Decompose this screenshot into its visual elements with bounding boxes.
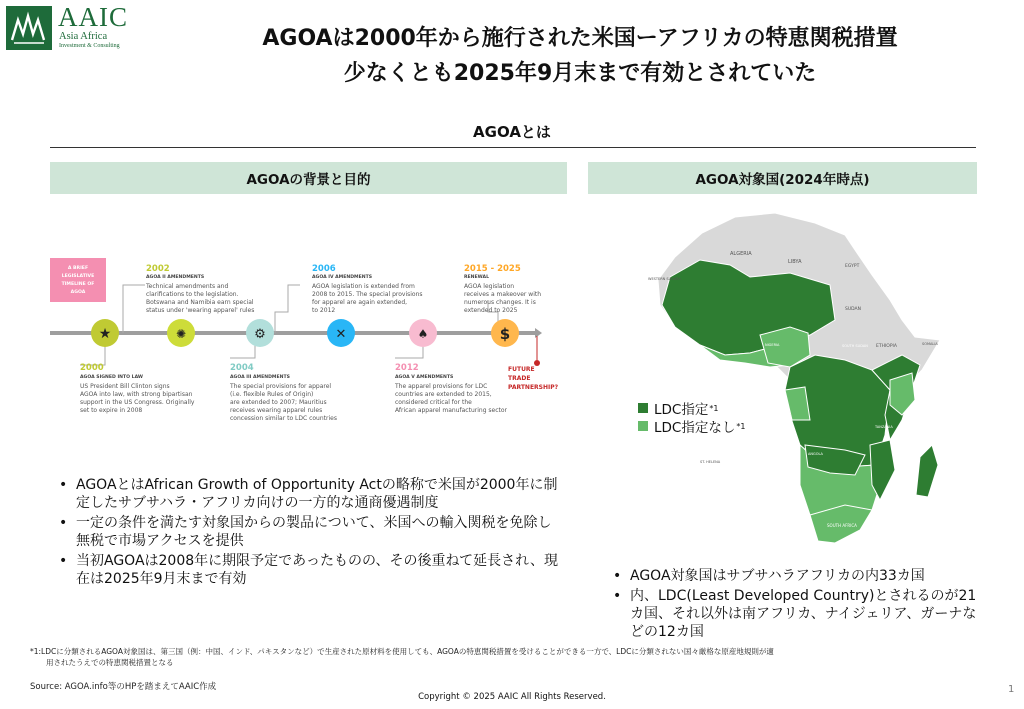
logo-name: AAIC: [58, 2, 128, 32]
source-note: Source: AGOA.info等のHPを踏まえてAAIC作成: [30, 682, 217, 692]
list-item: • 内、LDC(Least Developed Country)とされるのが21カ国、それ以外は南アフリカ、ナイジェリア、ガーナなどの12カ国: [610, 587, 990, 641]
svg-text:2006: 2006: [312, 264, 336, 274]
copyright: Copyright © 2025 AAIC All Rights Reserved.: [418, 692, 606, 702]
svg-text:SUDAN: SUDAN: [845, 307, 861, 312]
gabon-congo: [785, 387, 810, 420]
legend-footnote-mark: *1: [709, 403, 719, 413]
legend-swatch: [638, 403, 648, 413]
svg-text:AGOA V AMENDMENTS: AGOA V AMENDMENTS: [395, 375, 454, 380]
aaic-logo: [6, 2, 134, 50]
svg-text:2008 to 2015. The special prov: 2008 to 2015. The special provisions: [312, 291, 423, 298]
logo-tagline: Investment & Consulting: [59, 43, 120, 49]
svg-text:2000: 2000: [80, 363, 104, 373]
list-item: • 当初AGOAは2008年に期限予定であったものの、その後重ねて延長され、現在は2025年9月末まで有効: [56, 552, 561, 588]
legend-footnote-mark: *1: [736, 421, 746, 431]
svg-text:⚙: ⚙: [254, 327, 266, 342]
svg-text:AGOA IV AMENDMENTS: AGOA IV AMENDMENTS: [312, 275, 373, 280]
footnote-line1: *1:LDCに分類されるAGOA対象国は、第三国（例：中国、インド、パキスタンなど）で生産された原材料を使用しても、AGOAの特恵関税措置を受けることができる一方で、LDCに分類されない国々厳格な原産地規則が適: [30, 647, 774, 656]
svg-text:status under 'wearing apparel': status under 'wearing apparel' rules: [146, 307, 255, 314]
svg-text:AGOA III AMENDMENTS: AGOA III AMENDMENTS: [230, 375, 290, 380]
timeline-arrow: [535, 328, 542, 338]
svg-text:PARTNERSHIP?: PARTNERSHIP?: [508, 384, 559, 391]
svg-text:AGOA SIGNED INTO LAW: AGOA SIGNED INTO LAW: [80, 375, 143, 380]
svg-text:2015 - 2025: 2015 - 2025: [464, 264, 521, 274]
svg-text:support in the US Congress. Or: support in the US Congress. Originally: [80, 399, 195, 406]
legend-item-non-ldc: [638, 417, 745, 435]
svg-text:WESTERN SAHARA: WESTERN SAHARA: [648, 277, 681, 281]
svg-text:ST. HELENA: ST. HELENA: [700, 460, 721, 464]
svg-text:ETHIOPIA: ETHIOPIA: [876, 344, 897, 349]
svg-text:2002: 2002: [146, 264, 170, 274]
svg-text:Technical amendments and: Technical amendments and: [146, 283, 229, 290]
svg-text:✺: ✺: [175, 327, 187, 341]
agoa-timeline: [50, 250, 570, 435]
svg-text:concession similar to LDC coun: concession similar to LDC countries: [230, 415, 337, 422]
timeline-label-line: LEGISLATIVE: [61, 274, 95, 279]
svg-text:US President Bill Clinton sign: US President Bill Clinton signs: [80, 383, 170, 390]
svg-text:SOUTH AFRICA: SOUTH AFRICA: [827, 523, 857, 528]
svg-text:AGOA legislation is extended f: AGOA legislation is extended from: [312, 283, 415, 290]
event-2000: [80, 363, 195, 414]
svg-text:ALGERIA: ALGERIA: [730, 251, 752, 257]
svg-text:NIGERIA: NIGERIA: [765, 343, 780, 347]
svg-text:are extended to 2007; Mauritiu: are extended to 2007; Mauritius: [230, 399, 327, 406]
left-bullet-list: [56, 476, 561, 590]
svg-text:The apparel provisions for LDC: The apparel provisions for LDC: [395, 383, 488, 390]
svg-text:ANGOLA: ANGOLA: [808, 452, 823, 456]
svg-text:★: ★: [98, 326, 112, 342]
timeline-label-line: TIMELINE OF: [61, 282, 95, 287]
svg-text:♠: ♠: [417, 327, 429, 341]
future-dot: [534, 360, 540, 366]
svg-text:considered critical for the: considered critical for the: [395, 399, 472, 406]
svg-text:to 2012: to 2012: [312, 307, 336, 314]
right-panel-heading: AGOA対象国(2024年時点): [588, 162, 977, 194]
svg-text:clarifications to the legislat: clarifications to the legislation.: [146, 291, 239, 298]
timeline-label-line: A BRIEF: [67, 266, 89, 271]
event-2015-2025: [464, 264, 541, 314]
svg-text:African apparel manufacturing: African apparel manufacturing sector: [395, 407, 508, 414]
svg-text:(i.e. flexible Rules of Origin: (i.e. flexible Rules of Origin): [230, 391, 314, 398]
event-2012: [394, 363, 508, 414]
list-item: • AGOA対象国はサブサハラアフリカの内33カ国: [610, 567, 990, 585]
event-2006: [312, 264, 423, 314]
svg-text:✕: ✕: [335, 327, 347, 342]
svg-text:extended to 2025: extended to 2025: [464, 307, 518, 314]
svg-text:2004: 2004: [230, 363, 254, 373]
svg-text:countries are extended to 2015: countries are extended to 2015,: [395, 391, 492, 398]
svg-text:SOUTH SUDAN: SOUTH SUDAN: [842, 344, 868, 348]
svg-text:numerous changes. It is: numerous changes. It is: [464, 299, 536, 306]
svg-text:2012: 2012: [395, 363, 419, 373]
right-bullet-list: [610, 567, 990, 643]
slide-title-line2: 少なくとも2025年9月末まで有効とされていた: [343, 61, 817, 86]
footnote-line2: 用されたうえでの特恵関税措置となる: [46, 658, 174, 667]
svg-text:The special provisions for app: The special provisions for apparel: [230, 383, 332, 390]
map-legend: [638, 399, 745, 435]
madagascar: [916, 445, 938, 497]
svg-text:AGOA legislation: AGOA legislation: [464, 283, 515, 290]
logo-mark: [6, 6, 52, 50]
svg-text:AGOA into law, with strong bip: AGOA into law, with strong bipartisan: [80, 391, 193, 398]
legend-swatch: [638, 421, 648, 431]
event-2002: [145, 264, 254, 314]
section-title: AGOAとは: [473, 123, 551, 141]
svg-text:TANZANIA: TANZANIA: [875, 425, 893, 429]
svg-text:EGYPT: EGYPT: [845, 264, 860, 269]
page-number: 1: [1008, 684, 1015, 695]
svg-text:FUTURE: FUTURE: [508, 366, 535, 373]
svg-text:Botswana and Namibia earn spec: Botswana and Namibia earn special: [146, 299, 254, 306]
logo-subtitle: Asia Africa: [59, 31, 108, 42]
list-item: • AGOAとはAfrican Growth of Opportunity Actの略称で米国が2000年に制定したサブサハラ・アフリカ向けの一方的な通商優遇制度: [56, 476, 561, 512]
legend-label: LDC指定なし: [654, 420, 736, 436]
svg-text:LIBYA: LIBYA: [788, 259, 802, 265]
slide-title-line1: AGOAは2000年から施行された米国ーアフリカの特恵関税措置: [262, 26, 898, 51]
svg-text:TRADE: TRADE: [508, 375, 531, 382]
timeline-label-line: AGOA: [70, 290, 86, 295]
event-2004: [229, 363, 337, 422]
svg-text:AGOA II AMENDMENTS: AGOA II AMENDMENTS: [146, 275, 205, 280]
svg-text:for apparel are again extended: for apparel are again extended,: [312, 299, 408, 306]
future-label: [508, 366, 559, 391]
africa-map: [640, 205, 970, 555]
svg-text:RENEWAL: RENEWAL: [464, 275, 490, 280]
left-panel-heading: AGOAの背景と目的: [50, 162, 567, 194]
svg-text:receives a makeover with: receives a makeover with: [464, 291, 542, 298]
svg-text:SOMALIA: SOMALIA: [922, 342, 938, 346]
svg-text:$: $: [499, 325, 511, 343]
footnote: [30, 646, 990, 668]
svg-text:receives wearing apparel rules: receives wearing apparel rules: [230, 407, 323, 414]
list-item: • 一定の条件を満たす対象国からの製品について、米国への輸入関税を免除し無税で市場アクセスを提供: [56, 514, 561, 550]
legend-label: LDC指定: [654, 402, 709, 418]
section-divider: [50, 147, 976, 148]
legend-item-ldc: [638, 399, 745, 417]
svg-text:set to expire in 2008: set to expire in 2008: [80, 407, 143, 414]
kenya: [890, 373, 915, 415]
timeline-label-box: [50, 258, 106, 302]
